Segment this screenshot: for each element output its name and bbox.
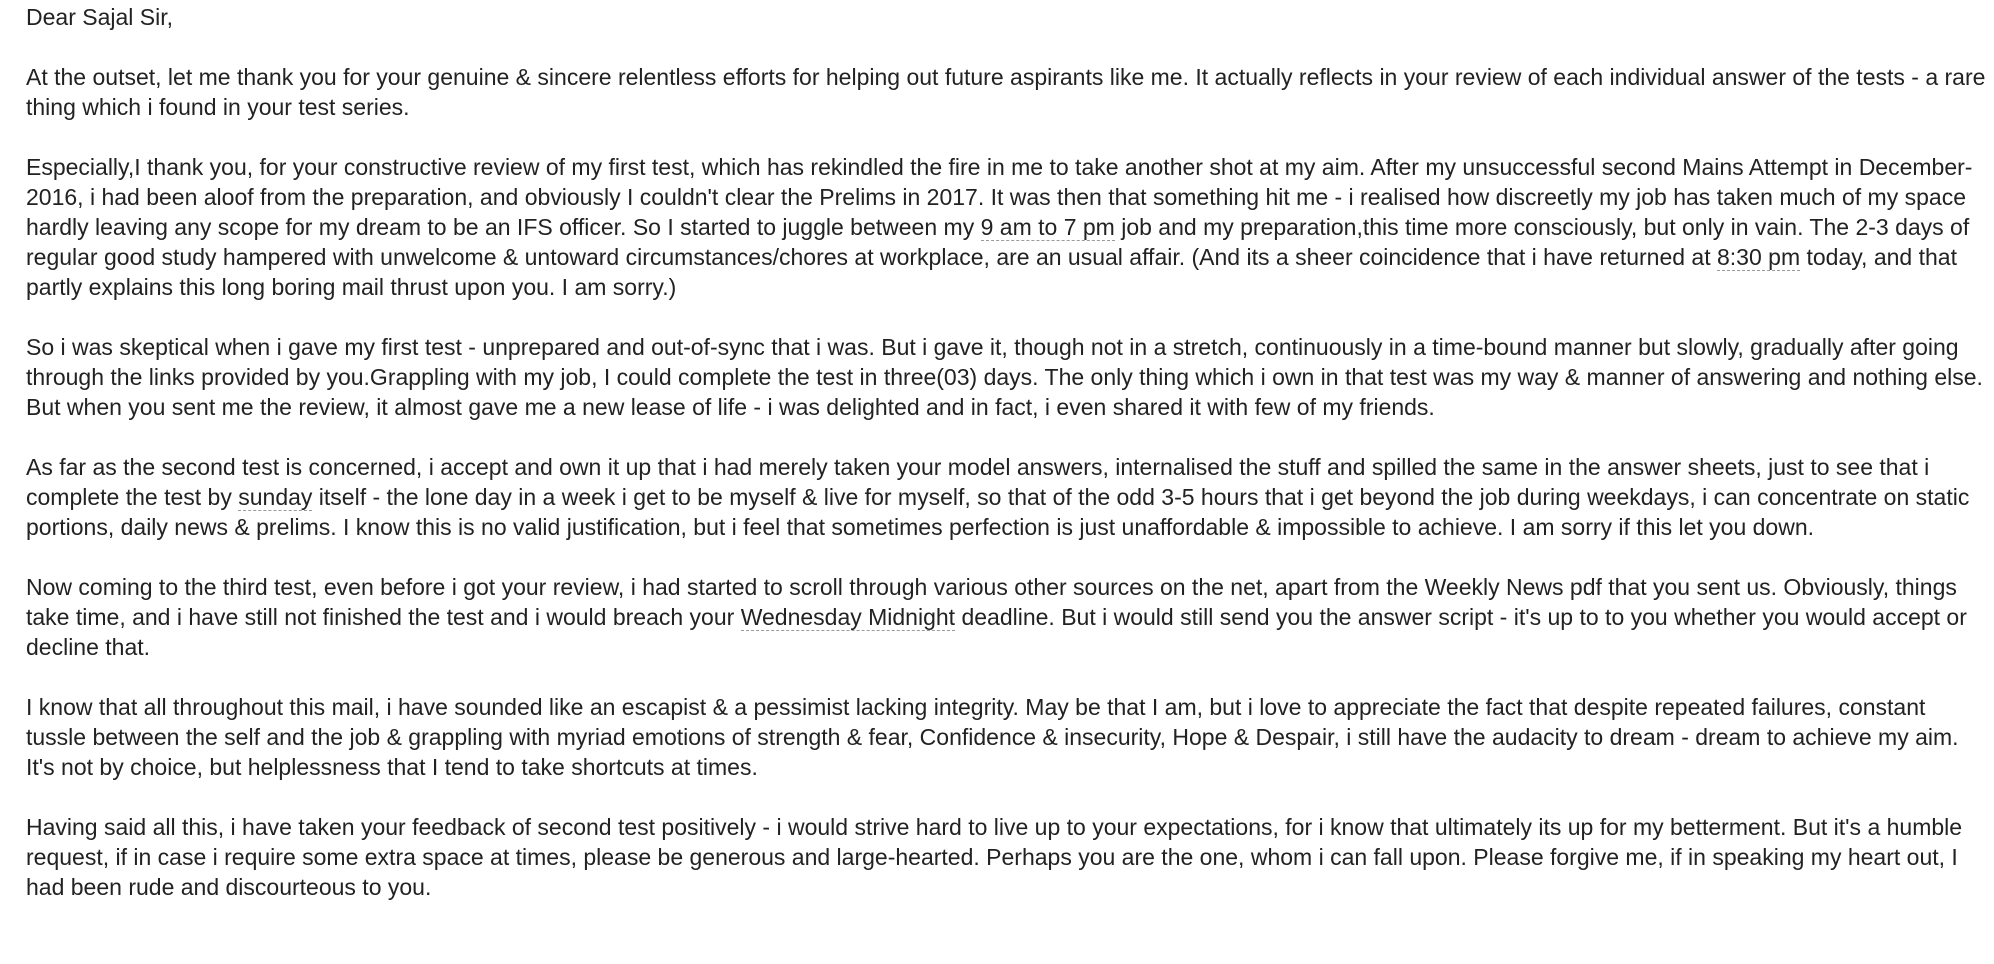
email-greeting: Dear Sajal Sir, — [26, 4, 174, 30]
detected-time-link[interactable]: 8:30 pm — [1717, 244, 1801, 270]
detected-time-link[interactable]: 9 am to 7 pm — [980, 214, 1115, 240]
paragraph-text: job and my preparation,this time more consciously, but only in vain. The 2-3 days of regular good study hampered with unwelcome & untoward circumstances/chores at workplace, are an usual affair. (And its a sheer coincidence that i have returned at — [26, 214, 1970, 270]
detected-date-link[interactable]: sunday — [238, 484, 313, 510]
paragraph-first-test — [26, 152, 1986, 302]
paragraph-skeptical — [26, 332, 1986, 422]
paragraph-text: Especially,I thank you, for your constructive review of my first test, which has rekindled the fire in me to take another shot at my aim. After my unsuccessful second Mains Attempt in December-2016, i had been aloof from the preparation, and obviously I couldn't clear the Prelims in 2017. It was then that something hit me - i realised how discreetly my job has taken much of my space hardly leaving any scope for my dream to be an IFS officer. So I started to juggle between my — [26, 154, 1973, 240]
paragraph-text: So i was skeptical when i gave my first test - unprepared and out-of-sync that i was. But i gave it, though not in a stretch, continuously in a time-bound manner but slowly, gradually after going through the links provided by you.Grappling with my job, I could complete the test in three(03) days. The only thing which i own in that test was my way & manner of answering and nothing else. But when you sent me the review, it almost gave me a new lease of life - i was delighted and in fact, i even shared it with few of my friends. — [26, 334, 1983, 420]
detected-date-link[interactable]: Wednesday Midnight — [740, 604, 956, 630]
paragraph-third-test — [26, 572, 1986, 662]
paragraph-text: Having said all this, i have taken your feedback of second test positively - i would strive hard to live up to your expectations, for i know that ultimately its up for my betterment. But it's a humble request, if in case i require some extra space at times, please be generous and large-hearted. Perhaps you are the one, whom i can fall upon. Please forgive me, if in speaking my heart out, I had been rude and discourteous to you. — [26, 814, 1963, 900]
paragraph-thanks — [26, 62, 1986, 122]
email-body — [26, 0, 1986, 902]
paragraph-text: Now coming to the third test, even before i got your review, i had started to scroll through various other sources on the net, apart from the Weekly News pdf that you sent us. Obviously, things take time, and i have still not finished the test and i would breach your — [26, 574, 1957, 630]
paragraph-text: I know that all throughout this mail, i have sounded like an escapist & a pessimist lacking integrity. May be that I am, but i love to appreciate the fact that despite repeated failures, constant tussle between the self and the job & grappling with myriad emotions of strength & fear, Confidence & insecurity, Hope & Despair, i still have the audacity to dream - dream to achieve my aim. It's not by choice, but helplessness that I tend to take shortcuts at times. — [26, 694, 1959, 780]
paragraph-text: today, and that partly explains this long boring mail thrust upon you. I am sorry.) — [26, 244, 1957, 300]
paragraph-feedback — [26, 812, 1986, 902]
paragraph-second-test — [26, 452, 1986, 542]
paragraph-text: deadline. But i would still send you the answer script - it's up to to you whether you would accept or decline that. — [26, 604, 1967, 660]
paragraph-text: At the outset, let me thank you for your genuine & sincere relentless efforts for helping out future aspirants like me. It actually reflects in your review of each individual answer of the tests - a rare thing which i found in your test series. — [26, 64, 1986, 120]
paragraph-escapist — [26, 692, 1986, 782]
paragraph-text: itself - the lone day in a week i get to be myself & live for myself, so that of the odd 3-5 hours that i get beyond the job during weekdays, i can concentrate on static portions, daily news & prelims. I know this is no valid justification, but i feel that sometimes perfection is just unaffordable & impossible to achieve. I am sorry if this let you down. — [26, 484, 1970, 540]
paragraph-text: As far as the second test is concerned, i accept and own it up that i had merely taken your model answers, internalised the stuff and spilled the same in the answer sheets, just to see that i complete the test by — [26, 454, 1930, 510]
